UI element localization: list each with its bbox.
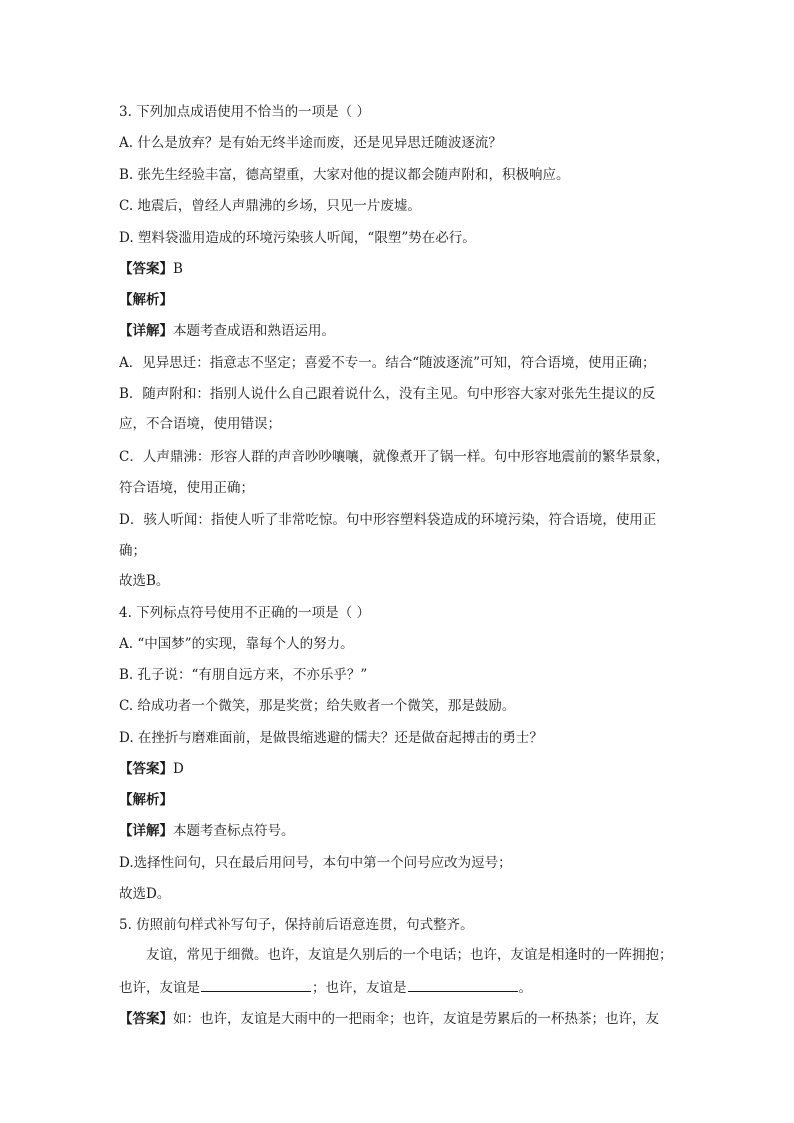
q3-explanation-d: D．骇人听闻：指使人听了非常吃惊。句中形容塑料袋造成的环境污染，符合语境，使用正 <box>119 512 657 528</box>
q5-stem: 5. 仿照前句样式补写句子，保持前后语意连贯，句式整齐。 <box>119 917 474 933</box>
q3-option-b: B. 张先生经验丰富，德高望重，大家对他的提议都会随声附和，积极响应。 <box>119 167 570 183</box>
q4-analysis-label <box>119 791 679 809</box>
q5-passage-line-1: 友谊，常见于细微。也许，友谊是久别后的一个电话；也许，友谊是相逢时的一阵拥抱； <box>146 947 673 963</box>
passage-part-a: 也许，友谊是 <box>119 980 200 996</box>
q4-option-c: C. 给成功者一个微笑，那是奖赏；给失败者一个微笑，那是鼓励。 <box>119 698 516 714</box>
answer-text: 如：也许，友谊是大雨中的一把雨伞；也许，友谊是劳累后的一杯热茶；也许，友 <box>173 1011 659 1027</box>
detail-label: 【详解】 <box>119 323 173 339</box>
q3-conclusion: 故选B。 <box>119 573 170 589</box>
fill-blank-2[interactable] <box>408 978 518 992</box>
answer-label: 【答案】 <box>119 761 173 777</box>
q3-explanation-d-cont: 确； <box>119 543 146 559</box>
answer-label: 【答案】 <box>119 261 173 277</box>
q4-detail <box>119 822 679 840</box>
q3-explanation-c: C．人声鼎沸：形容人群的声音吵吵嚷嚷，就像煮开了锅一样。句中形容地震前的繁华景象， <box>119 449 670 465</box>
q3-stem: 3. 下列加点成语使用不恰当的一项是（ ） <box>119 104 370 120</box>
fill-blank-1[interactable] <box>201 978 311 992</box>
q4-explanation: D.选择性问句，只在最后用问号，本句中第一个问号应改为逗号； <box>119 855 512 871</box>
q3-answer <box>119 260 679 278</box>
passage-part-b: ；也许，友谊是 <box>312 980 407 996</box>
detail-text: 本题考查成语和熟语运用。 <box>173 323 335 339</box>
q4-conclusion: 故选D。 <box>119 886 171 902</box>
q5-passage-line-2 <box>119 978 679 997</box>
passage-part-c: 。 <box>518 980 532 996</box>
q3-option-d: D. 塑料袋滥用造成的环境污染骇人听闻，“限塑”势在必行。 <box>119 230 476 246</box>
q4-option-b: B. 孔子说：“有朋自远方来，不亦乐乎？” <box>119 667 368 683</box>
q3-analysis-label <box>119 291 679 309</box>
q3-detail <box>119 322 679 340</box>
q3-explanation-b-cont: 应，不合语境，使用错误； <box>119 416 281 432</box>
q3-option-a: A. 什么是放弃？是有始无终半途而废，还是见异思迁随波逐流？ <box>119 135 502 151</box>
q4-answer <box>119 760 679 778</box>
detail-label: 【详解】 <box>119 823 173 839</box>
answer-value: D <box>173 761 184 777</box>
q3-explanation-a: A．见异思迁：指意志不坚定；喜爱不专一。结合“随波逐流”可知，符合语境，使用正确； <box>119 355 656 371</box>
q4-option-d: D. 在挫折与磨难面前，是做畏缩逃避的懦夫？还是做奋起搏击的勇士？ <box>119 730 543 746</box>
answer-label: 【答案】 <box>119 1011 173 1027</box>
q3-explanation-c-cont: 符合语境，使用正确； <box>119 480 254 496</box>
q3-option-c: C. 地震后，曾经人声鼎沸的乡场，只见一片废墟。 <box>119 198 421 214</box>
answer-value: B <box>173 261 183 277</box>
q3-explanation-b: B．随声附和：指别人说什么自己跟着说什么，没有主见。句中形容大家对张先生提议的反 <box>119 386 656 402</box>
detail-text: 本题考查标点符号。 <box>173 823 295 839</box>
analysis-label: 【解析】 <box>119 292 173 308</box>
analysis-label: 【解析】 <box>119 792 173 808</box>
q4-option-a: A. “中国梦”的实现，靠每个人的努力。 <box>119 636 354 652</box>
q5-answer <box>119 1010 679 1028</box>
q4-stem: 4. 下列标点符号使用不正确的一项是（ ） <box>119 605 370 621</box>
